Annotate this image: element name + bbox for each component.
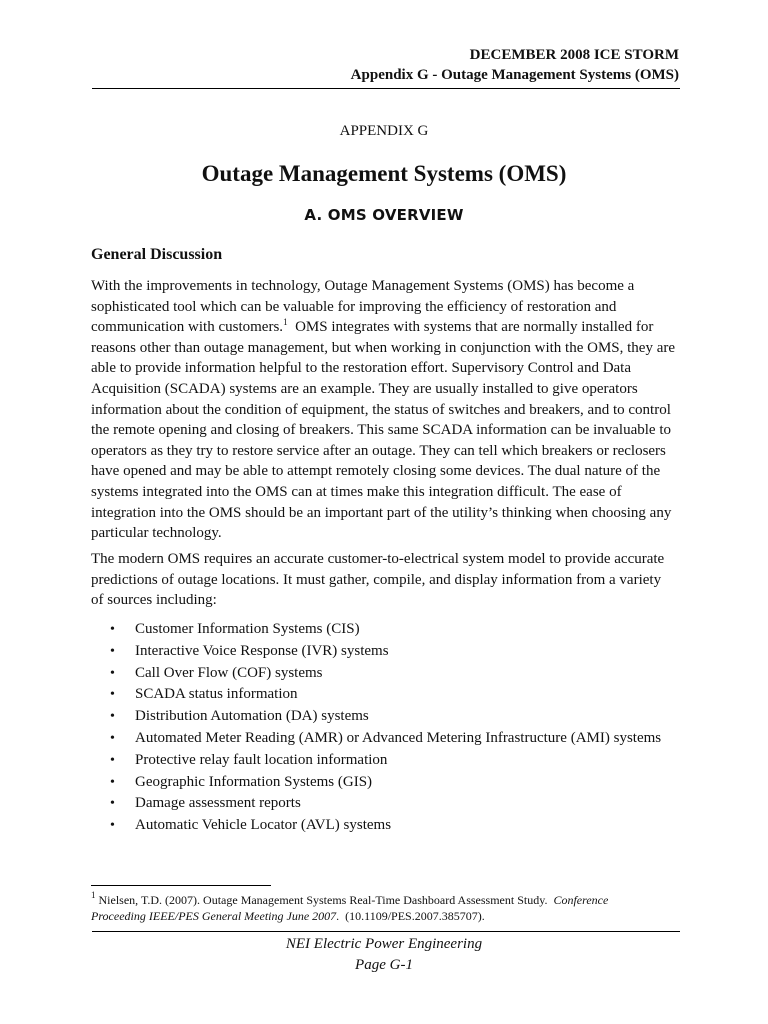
text-run: communication with customers.	[91, 319, 284, 336]
list-item	[110, 772, 661, 794]
footnote-number: 1	[91, 890, 96, 900]
list-item-text: Customer Information Systems (CIS)	[135, 621, 360, 637]
paragraph-line: operators as they try to restore service after an outage. They can tell which breakers or reclosers	[91, 442, 666, 459]
bullet-icon: •	[110, 687, 115, 703]
list-item-text: Interactive Voice Response (IVR) systems	[135, 642, 389, 659]
paragraph-line: systems integrated into the OMS can at times make this integration difficult. The ease of	[91, 483, 622, 500]
bullet-icon: •	[110, 709, 115, 725]
list-item-text: Damage assessment reports	[135, 795, 301, 812]
paragraph-line: information about the condition of equipment, the status of switches and breakers, and to control	[91, 401, 671, 418]
text-run: . (10.1109/PES.2007.385707).	[336, 908, 485, 923]
list-item	[110, 684, 661, 706]
list-item	[110, 793, 661, 815]
bullet-icon: •	[110, 752, 115, 768]
paragraph-line	[91, 317, 691, 338]
running-header-title: DECEMBER 2008 ICE STORM	[469, 47, 679, 63]
page-number: Page G-1	[355, 957, 413, 973]
paragraph-line: particular technology.	[91, 525, 222, 542]
list-item-text: Automated Meter Reading (AMR) or Advanced Metering Infrastructure (AMI) systems	[135, 729, 662, 746]
footnote-reference: 1	[283, 317, 288, 328]
footer-divider	[92, 931, 680, 932]
bullet-icon: •	[110, 818, 115, 834]
list-item-text: Automatic Vehicle Locator (AVL) systems	[135, 817, 392, 834]
list-item	[110, 619, 661, 641]
footer-company: NEI Electric Power Engineering	[285, 936, 483, 952]
list-item-text: Call Over Flow (COF) systems	[135, 664, 323, 681]
paragraph-line: Acquisition (SCADA) systems are an example. They are usually installed to give operators	[91, 380, 638, 397]
text-run: OMS integrates with systems that are normally installed for	[287, 319, 654, 336]
paragraph-line: reasons other than outage management, but when working in conjunction with the OMS, they are	[91, 339, 676, 356]
paragraph-line: integration into the OMS should be an important part of the utility’s thinking when choosing any	[91, 504, 672, 521]
appendix-label: APPENDIX G	[339, 123, 429, 139]
text-run: Nielsen, T.D. (2007). Outage Management Systems Real-Time Dashboard Assessment Study.	[95, 893, 554, 907]
text-run-italic: Proceeding IEEE/PES General Meeting June 2007	[91, 908, 337, 923]
subheading: General Discussion	[91, 246, 223, 263]
paragraph-modern-oms	[91, 549, 691, 611]
bullet-icon: •	[110, 622, 115, 637]
page-title: Outage Management Systems (OMS)	[201, 161, 567, 186]
paragraph-line: the remote opening and closing of breakers. This same SCADA information can be invaluable to	[91, 422, 671, 439]
paragraph-line: The modern OMS requires an accurate customer-to-electrical system model to provide accurate	[91, 551, 665, 567]
list-item	[110, 815, 661, 837]
footnote-line	[91, 909, 691, 925]
bullet-icon: •	[110, 665, 115, 681]
paragraph-general-discussion	[91, 276, 691, 544]
paragraph-line: sophisticated tool which can be valuable for improving the efficiency of restoration and	[91, 298, 617, 315]
paragraph-line: able to provide information helpful to the restoration effort. Supervisory Control and Data	[91, 360, 632, 377]
bullet-icon: •	[110, 643, 115, 659]
section-heading: A. OMS OVERVIEW	[304, 206, 464, 224]
text-run-italic: Conference	[553, 893, 609, 907]
footnote-line	[91, 890, 691, 909]
list-item-text: Geographic Information Systems (GIS)	[135, 773, 373, 790]
paragraph-line: With the improvements in technology, Outage Management Systems (OMS) has become a	[91, 278, 635, 294]
list-item	[110, 706, 661, 728]
list-item-text: Protective relay fault location information	[135, 751, 388, 768]
running-header-subtitle: Appendix G - Outage Management Systems (OMS)	[350, 67, 679, 83]
list-item	[110, 750, 661, 772]
footnote	[91, 890, 691, 924]
list-item	[110, 641, 661, 663]
list-item	[110, 728, 661, 750]
header-divider	[92, 88, 680, 89]
list-item	[110, 663, 661, 685]
bullet-icon: •	[110, 774, 115, 790]
paragraph-line: have opened and may be able to attempt remotely closing some devices. The dual nature of the	[91, 463, 661, 480]
paragraph-line: predictions of outage locations. It must gather, compile, and display information from a variety	[91, 571, 662, 588]
list-item-text: Distribution Automation (DA) systems	[135, 708, 369, 725]
paragraph-line: of sources including:	[91, 592, 217, 609]
bullet-icon: •	[110, 796, 115, 812]
sources-bullet-list	[110, 619, 661, 837]
footnote-divider	[91, 885, 271, 886]
list-item-text: SCADA status information	[135, 686, 298, 703]
bullet-icon: •	[110, 730, 115, 746]
